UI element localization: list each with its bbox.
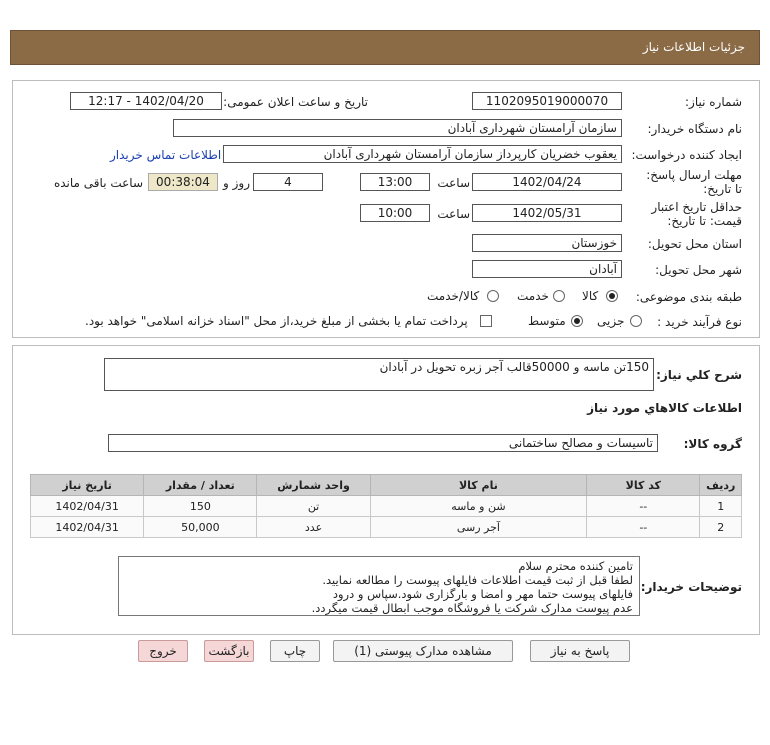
buyer-notes-box <box>118 556 640 616</box>
need-number-field: 1102095019000070 <box>472 92 622 110</box>
buyer-notes-label: توضیحات خریدار: <box>640 580 742 594</box>
goods-table <box>30 474 742 538</box>
city-label: شهر محل تحویل: <box>655 263 742 277</box>
category-radio-service[interactable] <box>553 290 565 302</box>
col-row: ردیف <box>700 475 742 496</box>
validity-time-label: ساعت <box>437 207 470 221</box>
category-option-goods: کالا <box>582 289 599 303</box>
category-radio-goods-service[interactable] <box>487 290 499 302</box>
attachments-button[interactable]: مشاهده مدارک پیوستی (1) <box>333 640 513 662</box>
cell-unit: تن <box>257 496 370 517</box>
category-radio-goods[interactable] <box>606 290 618 302</box>
creator-label: ایجاد کننده درخواست: <box>631 148 742 162</box>
goods-info-title: اطلاعات کالاهاي مورد نياز <box>587 401 742 415</box>
table-header-row <box>31 475 742 496</box>
process-radio-partial[interactable] <box>630 315 642 327</box>
buyer-notes-line: فایلهای پیوست حتما مهر و امضا و بارگزاری شود.سپاس و درود <box>332 587 633 601</box>
reply-date-field: 1402/04/24 <box>472 173 622 191</box>
page-title: جزئیات اطلاعات نیاز <box>642 40 745 54</box>
process-radio-medium[interactable] <box>571 315 583 327</box>
buyer-org-field: سازمان آرامستان شهرداری آبادان <box>173 119 622 137</box>
city-field: آبادان <box>472 260 622 278</box>
reply-deadline-label: مهلت ارسال پاسخ: تا تاریخ: <box>646 168 742 196</box>
back-button[interactable]: بازگشت <box>204 640 254 662</box>
need-summary-label: شرح کلي نياز: <box>656 368 742 382</box>
category-option-goods-service: کالا/خدمت <box>427 289 480 303</box>
cell-qty: 150 <box>144 496 257 517</box>
cell-code: -- <box>587 496 700 517</box>
need-number-label: شماره نیاز: <box>685 95 742 109</box>
category-option-service: خدمت <box>517 289 549 303</box>
cell-row: 1 <box>700 496 742 517</box>
treasury-checkbox[interactable] <box>480 315 492 327</box>
buyer-notes-line: عدم پیوست مدارک شرکت یا فروشگاه موجب ابطال قیمت میگردد. <box>311 601 633 615</box>
goods-group-field: تاسیسات و مصالح ساختمانی <box>108 434 658 452</box>
buyer-notes-line: لطفا قبل از ثبت قیمت اطلاعات فایلهای پیوست را مطالعه نمایید. <box>322 573 633 587</box>
exit-button[interactable]: خروج <box>138 640 188 662</box>
buyer-contact-link[interactable]: اطلاعات تماس خریدار <box>110 148 222 162</box>
process-option-medium: متوسط <box>528 314 566 328</box>
cell-date: 1402/04/31 <box>31 496 144 517</box>
print-button[interactable]: چاپ <box>270 640 320 662</box>
buyer-notes-line: تامین کننده محترم سلام <box>518 559 633 573</box>
days-label: روز و <box>223 176 250 190</box>
cell-qty: 50,000 <box>144 517 257 538</box>
cell-name: شن و ماسه <box>370 496 587 517</box>
col-unit: واحد شمارش <box>257 475 370 496</box>
cell-name: آجر رسی <box>370 517 587 538</box>
col-qty: تعداد / مقدار <box>144 475 257 496</box>
cell-code: -- <box>587 517 700 538</box>
page-header <box>10 30 760 65</box>
treasury-note: پرداخت تمام یا بخشی از مبلغ خرید،از محل "اسناد خزانه اسلامی" خواهد بود. <box>85 314 468 328</box>
need-summary-field: 150تن ماسه و 50000قالب آجر زبره تحویل در آبادان <box>104 358 654 391</box>
process-option-partial: جزیی <box>597 314 625 328</box>
remaining-label: ساعت باقی مانده <box>53 176 143 190</box>
province-label: استان محل تحویل: <box>647 237 742 251</box>
province-field: خوزستان <box>472 234 622 252</box>
table-row <box>31 496 742 517</box>
reply-time-field: 13:00 <box>360 173 430 191</box>
goods-group-label: گروه کالا: <box>683 437 742 451</box>
creator-field: یعقوب خضریان کارپرداز سازمان آرامستان شهرداری آبادان <box>223 145 622 163</box>
announce-field: 1402/04/20 - 12:17 <box>70 92 222 110</box>
price-validity-label: حداقل تاریخ اعتبار قیمت: تا تاریخ: <box>651 200 742 228</box>
cell-row: 2 <box>700 517 742 538</box>
col-code: کد کالا <box>587 475 700 496</box>
category-label: طبقه بندی موضوعی: <box>635 290 742 304</box>
cell-unit: عدد <box>257 517 370 538</box>
reply-button[interactable]: پاسخ به نیاز <box>530 640 630 662</box>
days-field: 4 <box>253 173 323 191</box>
validity-date-field: 1402/05/31 <box>472 204 622 222</box>
col-name: نام کالا <box>370 475 587 496</box>
buyer-org-label: نام دستگاه خریدار: <box>647 122 742 136</box>
process-label: نوع فرآیند خرید : <box>657 315 742 329</box>
cell-date: 1402/04/31 <box>31 517 144 538</box>
col-date: تاریخ نیاز <box>31 475 144 496</box>
validity-time-field: 10:00 <box>360 204 430 222</box>
announce-label: تاریخ و ساعت اعلان عمومی: <box>223 95 368 109</box>
reply-time-label: ساعت <box>437 176 470 190</box>
table-row <box>31 517 742 538</box>
remaining-time-field: 00:38:04 <box>148 173 218 191</box>
